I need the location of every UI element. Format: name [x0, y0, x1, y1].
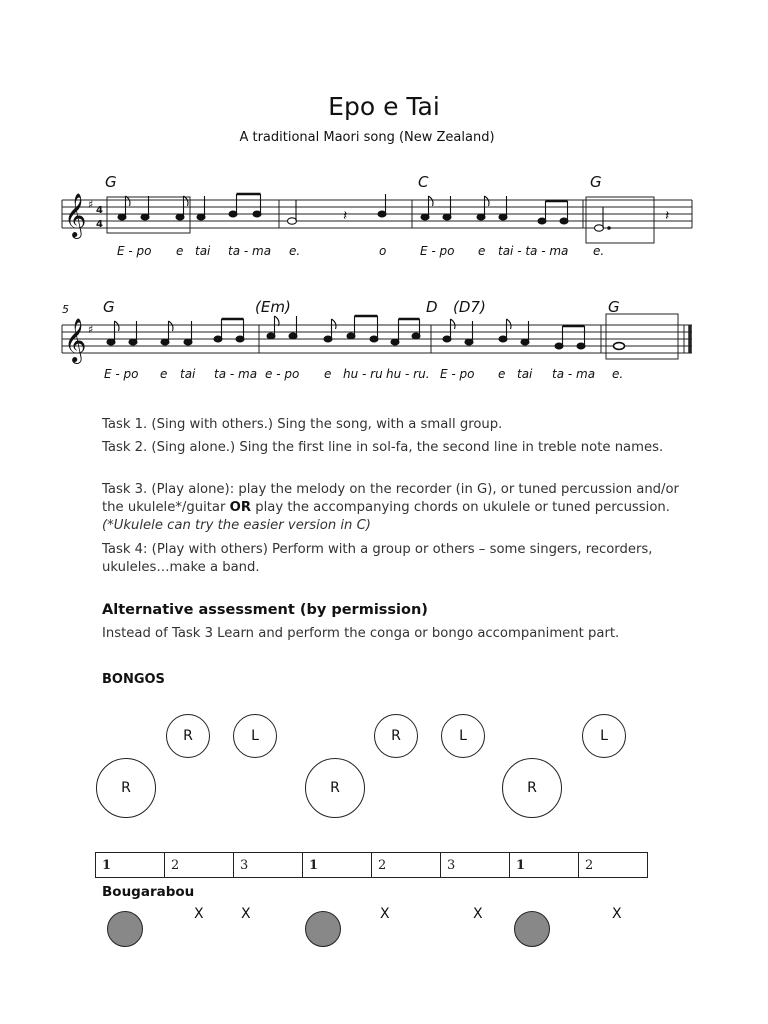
slap-mark: X: [612, 906, 622, 922]
score-line-1: [0, 170, 768, 265]
alternative-heading: Alternative assessment (by permission): [102, 602, 428, 618]
svg-text:e: e: [478, 244, 486, 258]
bongo-drum: R: [96, 758, 156, 818]
svg-text:tai - ta - ma: tai - ta - ma: [498, 244, 569, 258]
task-2: Task 2. (Sing alone.) Sing the first line in sol-fa, the second line in treble note names.: [102, 440, 664, 455]
beat-cell: 3: [234, 853, 303, 878]
melody-notes: [107, 316, 625, 349]
svg-text:ta - ma: ta - ma: [552, 367, 596, 381]
beat-cell: 1: [510, 853, 579, 878]
bongo-drum: R: [305, 758, 365, 818]
svg-text:4: 4: [96, 219, 103, 230]
treble-clef-icon: 𝄞: [64, 318, 87, 362]
chord-symbol: G: [105, 173, 117, 191]
svg-text:e: e: [324, 367, 332, 381]
score-line-2: [0, 295, 768, 390]
svg-text:E - po: E - po: [440, 367, 475, 381]
task-3: [102, 481, 682, 535]
svg-text:hu - ru.: hu - ru.: [386, 367, 430, 381]
beat-cell: 2: [579, 853, 648, 878]
svg-text:E - po: E - po: [117, 244, 152, 258]
bongos-label: BONGOS: [102, 672, 165, 687]
bongo-drum: R: [166, 714, 210, 758]
highlight-box: [606, 314, 678, 359]
bongo-drum: L: [441, 714, 485, 758]
beat-cell: 2: [165, 853, 234, 878]
chord-symbol: G: [608, 298, 620, 316]
svg-text:ta - ma: ta - ma: [228, 244, 272, 258]
svg-text:E - po: E - po: [104, 367, 139, 381]
bongo-drum: R: [502, 758, 562, 818]
key-signature-sharp-icon: ♯: [88, 198, 94, 211]
slap-mark: X: [473, 906, 483, 922]
svg-text:E - po: E - po: [420, 244, 455, 258]
alternative-text: Instead of Task 3 Learn and perform the conga or bongo accompaniment part.: [102, 626, 620, 641]
chord-symbol: G: [590, 173, 602, 191]
svg-text:e: e: [160, 367, 168, 381]
beat-cell: 3: [441, 853, 510, 878]
beat-cell: 1: [303, 853, 372, 878]
svg-text:e - po: e - po: [265, 367, 300, 381]
slap-mark: X: [194, 906, 204, 922]
measure-number: 5: [62, 303, 69, 316]
svg-text:e.: e.: [593, 244, 605, 258]
beat-cell: 1: [96, 853, 165, 878]
highlight-box: [586, 197, 654, 243]
slap-mark: X: [380, 906, 390, 922]
lyrics-line-2: [104, 367, 623, 381]
task-3-text: Task 3. (Play alone): play the melody on the recorder (in G), or tuned percussion and/or the ukulele*/guitar: [102, 482, 679, 515]
svg-text:4: 4: [96, 205, 103, 216]
bongo-drum: R: [374, 714, 418, 758]
svg-text:tai: tai: [517, 367, 533, 381]
svg-text:e: e: [498, 367, 506, 381]
chord-symbol: G: [103, 298, 115, 316]
svg-text:e.: e.: [612, 367, 624, 381]
treble-clef-icon: 𝄞: [64, 193, 87, 237]
bass-hit-dot: [107, 911, 143, 947]
svg-text:o: o: [379, 244, 387, 258]
song-title: Epo e Tai: [328, 92, 440, 121]
svg-text:e: e: [176, 244, 184, 258]
beat-cell: 2: [372, 853, 441, 878]
chord-symbol: C: [418, 173, 429, 191]
chord-symbol: (Em): [255, 298, 291, 316]
chord-symbol: (D7): [453, 298, 486, 316]
bass-hit-dot: [514, 911, 550, 947]
svg-text:tai: tai: [180, 367, 196, 381]
svg-text:𝄽: 𝄽: [343, 208, 348, 224]
task-3-note: (*Ukulele can try the easier version in C): [102, 518, 371, 533]
bongo-drum: L: [233, 714, 277, 758]
task-3-or: OR: [229, 500, 252, 515]
task-1: Task 1. (Sing with others.) Sing the song, with a small group.: [102, 417, 503, 432]
beat-count-table: [95, 852, 648, 878]
lyrics-line-1: [117, 244, 604, 258]
song-subtitle: A traditional Maori song (New Zealand): [239, 130, 495, 145]
svg-text:𝄽: 𝄽: [665, 208, 670, 224]
task-4: Task 4: (Play with others) Perform with a group or others – some singers, recorders, ukuleles…make a band.: [102, 542, 653, 575]
svg-text:e.: e.: [289, 244, 301, 258]
key-signature-sharp-icon: ♯: [88, 323, 94, 336]
table-row: [96, 853, 648, 878]
chord-symbol: D: [426, 298, 438, 316]
svg-text:hu - ru: hu - ru: [343, 367, 383, 381]
svg-text:tai: tai: [195, 244, 211, 258]
bongo-drum: L: [582, 714, 626, 758]
task-3-text-cont: play the accompanying chords on ukulele or tuned percussion.: [251, 500, 670, 515]
svg-text:ta - ma: ta - ma: [214, 367, 258, 381]
bougarabou-label: Bougarabou: [102, 884, 195, 900]
bass-hit-dot: [305, 911, 341, 947]
slap-mark: X: [241, 906, 251, 922]
